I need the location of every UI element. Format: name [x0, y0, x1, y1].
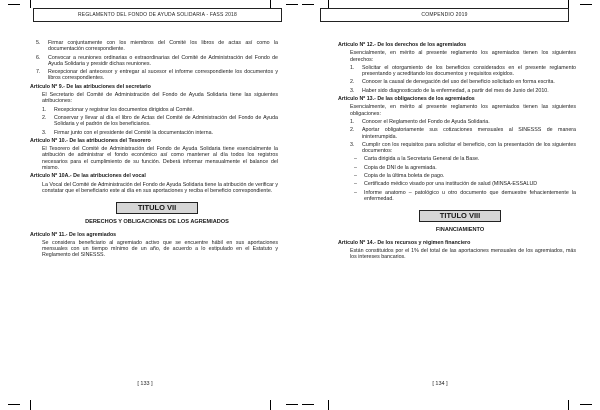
- article-12-title: Artículo Nº 12.- De los derechos de los agremiados: [338, 42, 467, 48]
- right-page: [300, 0, 600, 410]
- member-rights-list: [350, 65, 576, 94]
- member-obligations-list: [350, 119, 576, 154]
- list-item: – Copia de DNI de la agremiada.: [354, 164, 437, 171]
- left-running-header: REGLAMENTO DEL FONDO DE AYUDA SOLIDARIA - FASS 2018: [33, 8, 282, 22]
- secretary-duties-list: [42, 107, 278, 136]
- list-item: 3. Cumplir con los requisitos para solicitar el beneficio, con la presentación de los siguientes documentos:: [350, 141, 576, 155]
- section-subtitle: DERECHOS Y OBLIGACIONES DE LOS AGREMIADOS: [85, 219, 229, 226]
- left-page-number: [ 133 ]: [137, 381, 153, 387]
- list-item: – Informe anatomo – patológico u otro documento que demuestre fehacientemente la enfermedad.: [354, 189, 576, 202]
- list-item: 5. Firmar conjuntamente con los miembros del Comité los libros de actas así como la documentación correspondiente.: [36, 40, 278, 53]
- article-10a-paragraph: La Vocal del Comité de Administración del Fondo de Ayuda Solidaria tiene la atribución de verificar y constatar que el beneficiario este al día en sus aportaciones y reciba el beneficio correspondiente.: [42, 181, 278, 194]
- section-subtitle: FINANCIAMIENTO: [435, 227, 485, 234]
- list-item: 2. Conocer la causal de denegación del uso del beneficio solicitado en forma escrita.: [350, 79, 555, 86]
- article-14-title: Artículo Nº 14.- De los recursos y régimen financiero: [338, 239, 471, 246]
- article-12-paragraph: Esencialmente, en mérito al presente reglamento los agremiados tienen los siguientes derechos:: [350, 50, 576, 63]
- article-10-title: Artículo Nº 10.- De las atribuciones del Tesorero: [30, 137, 151, 144]
- list-item: – Carta dirigida a la Secretaria General de la Base.: [354, 156, 480, 163]
- list-item: 2. Aportar obligatoriamente sus cotizaciones mensuales al SINESSS de manera ininterrumpida.: [350, 127, 576, 140]
- section-title-viii: TITULO VIII: [419, 210, 501, 222]
- article-13-title: Artículo Nº 13.- De las obligaciones de los agremiados: [338, 96, 475, 103]
- left-page-content: [30, 40, 278, 261]
- article-9-paragraph: El Secretario del Comité de Administración del Fondo de Ayuda Solidaria tiene las siguientes atribuciones:: [42, 92, 278, 105]
- article-10-paragraph: El Tesorero del Comité de Administración del Fondo de Ayuda Solidaria tiene esencialmente la atribución de administrar el fondo económico así como mantener al día todos los registros necesarios para el cumplimiento de su función. Deberá informar mensualmente el balance del mismo.: [42, 146, 278, 172]
- list-item: 7. Recepcionar del antecesor y entregar al sucesor el informe correspondiente los documentos y libros correspondientes.: [36, 69, 278, 82]
- list-item: 3. Firmar junto con el presidente del Comité la documentación interna.: [42, 129, 213, 136]
- article-14-paragraph: Están constituidos por el 1% del total de las aportaciones mensuales de los agremiados, más los intereses bancarios.: [350, 247, 576, 261]
- list-item: 2. Conservar y llevar al día el libro de Actas del Comité de Administración del Fondo de Ayuda Solidaria y el padrón de los beneficiarios.: [42, 114, 278, 128]
- required-documents-list: [350, 156, 576, 202]
- article-13-paragraph: Esencialmente, en mérito al presente reglamento los agremiados tienen las siguientes obligaciones:: [350, 104, 576, 117]
- right-running-header: COMPENDIO 2019: [320, 8, 569, 22]
- right-page-content: [338, 40, 576, 262]
- list-item: 1. Solicitar el otorgamiento de los beneficios considerados en el presente reglamento presentando y acreditando los documentos y requisitos exigidos.: [350, 64, 576, 78]
- section-title-vii: TITULO VII: [116, 202, 198, 214]
- list-item: 1. Recepcionar y registrar los documentos dirigidos al Comité.: [42, 106, 194, 113]
- list-item: 6. Convocar a reuniones ordinarias o extraordinarias del Comité de Administración del Fondo de Ayuda Solidaria y presidir dichas reuniones.: [36, 54, 278, 67]
- list-item: – Certificado médico visado por una institución de salud (MINSA-ESSALUD: [354, 181, 538, 188]
- article-10a-title: Artículo Nº 10A.- De las atribuciones del vocal: [30, 173, 146, 180]
- right-page-number: [ 134 ]: [432, 381, 448, 387]
- article-9-title: Artículo Nº 9.- De las atribuciones del secretario: [30, 83, 151, 90]
- list-item: 3. Haber sido diagnosticado de la enfermedad, a partir del mes de Junio del 2010.: [350, 87, 549, 94]
- list-item: 1. Conocer el Reglamento del Fondo de Ayuda Solidaria.: [350, 118, 490, 125]
- article-11-title: Artículo Nº 11.- De los agremiados: [30, 231, 117, 238]
- list-item: – Copia de la última boleta de pago.: [354, 173, 445, 180]
- president-duties-list: [36, 40, 278, 82]
- article-11-paragraph: Se considera beneficiario al agremiado activo que se encuentre hábil en sus aportaciones mensuales con un tiempo mínimo de un año, de acuerdo a lo estipulado en el Estatuto y Reglamento del SINESSS.: [42, 239, 278, 259]
